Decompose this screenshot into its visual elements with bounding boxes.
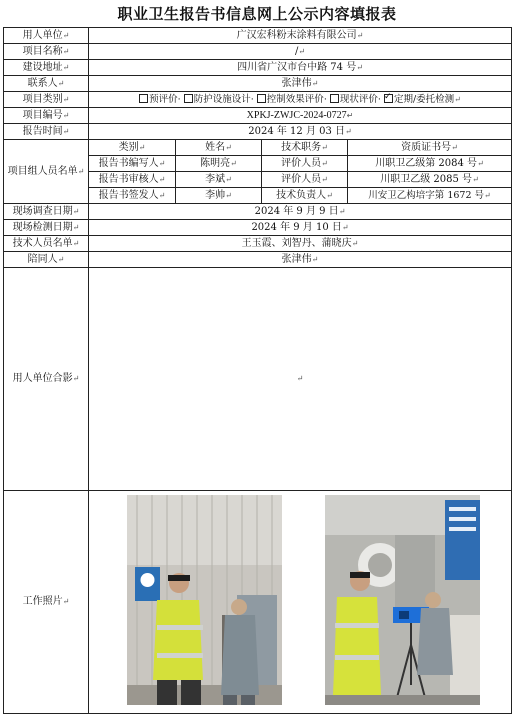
row-companion (4, 252, 512, 268)
page-title: 职业卫生报告书信息网上公示内容填报表 (117, 5, 397, 23)
members-header-cert: 资质证书号↵ (348, 140, 512, 156)
group-photo-cell: ↵ (89, 268, 512, 491)
code-label: 项目编号↵ (4, 108, 89, 124)
category-options: 预评价· 防护设施设计· 控制效果评价· 现状评价· ✓ 定期/委托检测↵ (89, 92, 512, 108)
survey-date-label: 现场调查日期↵ (4, 204, 89, 220)
member-name: 李帅↵ (176, 188, 262, 204)
members-header-category: 类别↵ (89, 140, 176, 156)
row-group-photo (4, 268, 512, 491)
member-duty: 技术负责人↵ (262, 188, 348, 204)
row-tech-staff (4, 236, 512, 252)
member-name: 陈明亮↵ (176, 156, 262, 172)
employer-label: 用人单位↵ (4, 28, 89, 44)
checkbox-icon[interactable] (257, 94, 266, 103)
contact-value: 张津伟↵ (89, 76, 512, 92)
checkbox-checked-icon[interactable] (384, 94, 393, 103)
report-time-label: 报告时间↵ (4, 124, 89, 140)
checkbox-icon[interactable] (330, 94, 339, 103)
group-photo-label: 用人单位合影↵ (4, 268, 89, 491)
row-code (4, 108, 512, 124)
checkbox-icon[interactable] (184, 94, 193, 103)
project-name-label: 项目名称↵ (4, 44, 89, 60)
members-header-duty: 技术职务↵ (262, 140, 348, 156)
member-category: 报告书签发人↵ (89, 188, 176, 204)
work-photo-1-image (127, 495, 282, 705)
row-employer (4, 28, 512, 44)
test-date-label: 现场检测日期↵ (4, 220, 89, 236)
member-name: 李斌↵ (176, 172, 262, 188)
report-time-value: 2024 年 12 月 03 日↵ (89, 124, 512, 140)
row-contact (4, 76, 512, 92)
member-duty: 评价人员↵ (262, 156, 348, 172)
row-test-date (4, 220, 512, 236)
member-category: 报告书编写人↵ (89, 156, 176, 172)
category-option-status-eval[interactable]: 现状评价· (330, 94, 381, 105)
row-report-time (4, 124, 512, 140)
category-option-control-eval[interactable]: 控制效果评价· (257, 94, 327, 105)
category-label: 项目类别↵ (4, 92, 89, 108)
category-option-periodic-test[interactable]: ✓ 定期/委托检测 (384, 94, 454, 105)
address-value: 四川省广汉市台中路 74 号↵ (89, 60, 512, 76)
project-name-value: /↵ (89, 44, 512, 60)
category-option-protection-design[interactable]: 防护设施设计· (184, 94, 254, 105)
row-address (4, 60, 512, 76)
survey-date-value: 2024 年 9 月 9 日↵ (89, 204, 512, 220)
code-value: XPKJ-ZWJC-2024-0727↵ (89, 108, 512, 124)
tech-staff-label: 技术人员名单↵ (4, 236, 89, 252)
row-category (4, 92, 512, 108)
members-header-name: 姓名↵ (176, 140, 262, 156)
work-photos-cell (89, 491, 512, 714)
member-cert: 川职卫乙级第 2084 号↵ (348, 156, 512, 172)
tech-staff-value: 王玉霞、刘智丹、蒲晓庆↵ (89, 236, 512, 252)
work-photo-2-image (325, 495, 480, 705)
member-duty: 评价人员↵ (262, 172, 348, 188)
row-project-name (4, 44, 512, 60)
member-category: 报告书审核人↵ (89, 172, 176, 188)
work-photo-1 (127, 495, 282, 705)
member-cert: 川职卫乙级 2085 号↵ (348, 172, 512, 188)
disclosure-form-table (3, 27, 512, 714)
address-label: 建设地址↵ (4, 60, 89, 76)
row-survey-date (4, 204, 512, 220)
contact-label: 联系人↵ (4, 76, 89, 92)
category-option-pre-eval[interactable]: 预评价· (139, 94, 181, 105)
companion-value: 张津伟↵ (89, 252, 512, 268)
employer-value: 广汉宏科粉末涂料有限公司↵ (89, 28, 512, 44)
test-date-value: 2024 年 9 月 10 日↵ (89, 220, 512, 236)
row-work-photos (4, 491, 512, 714)
checkbox-icon[interactable] (139, 94, 148, 103)
work-photo-label: 工作照片↵ (4, 491, 89, 714)
work-photo-2 (325, 495, 480, 705)
member-cert: 川安卫乙构培字第 1672 号↵ (348, 188, 512, 204)
members-header-row (4, 140, 512, 156)
members-label: 项目组人员名单↵ (4, 140, 89, 204)
companion-label: 陪同人↵ (4, 252, 89, 268)
